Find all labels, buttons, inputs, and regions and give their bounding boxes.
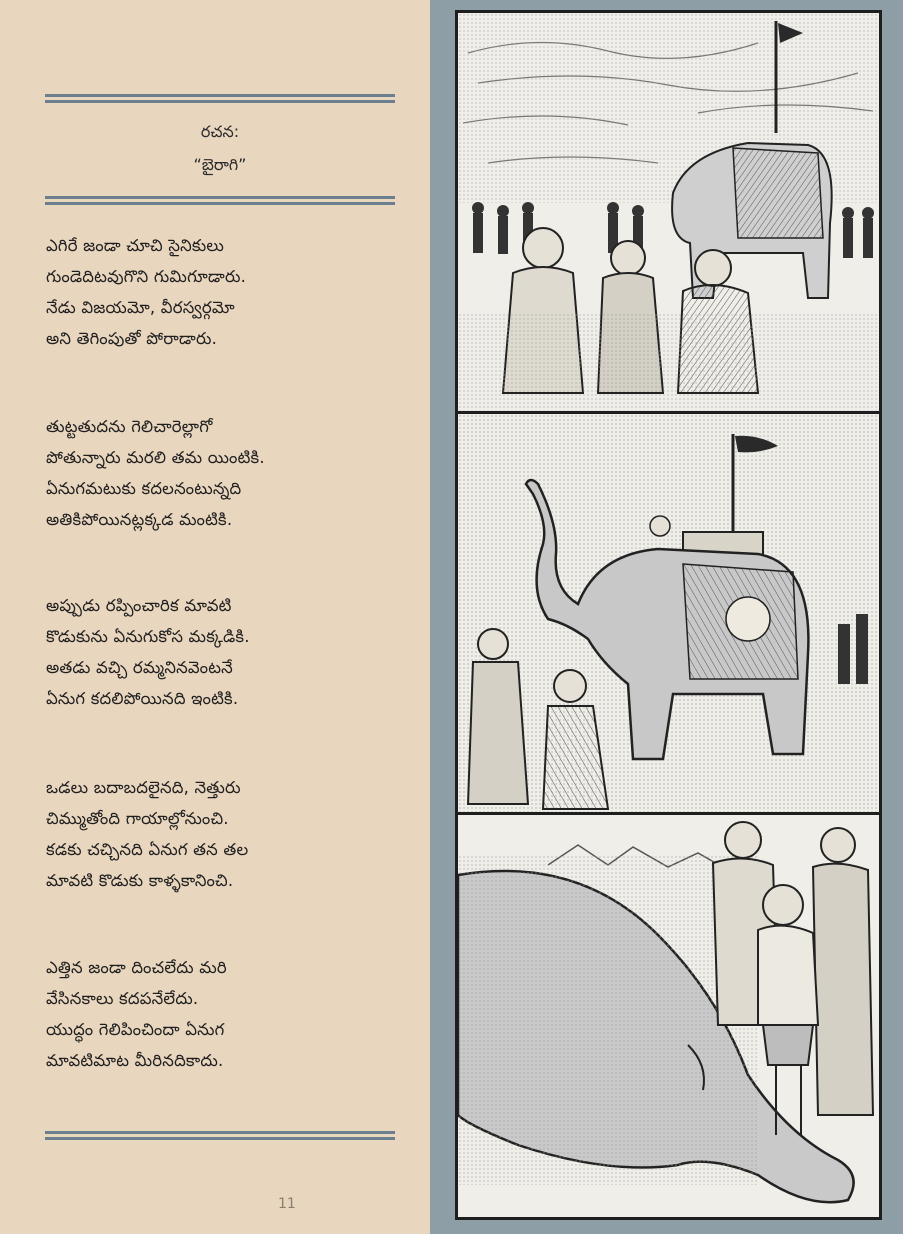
poem-line: కడకు చచ్చినది ఏనుగ తన తల: [46, 840, 249, 859]
author-name: “బైరాగి”: [193, 155, 247, 174]
poem-line: అప్పుడు రప్పించారిక మావటి: [46, 596, 232, 615]
poem-line: గుండెదిటవుగొని గుమిగూడారు.: [46, 267, 247, 286]
poem-line: ఎగిరే జండా చూచి సైనికులు: [46, 236, 225, 255]
panel-elephant-standing: [458, 13, 879, 411]
poem-line: యుద్ధం గెలిపించిందా ఏనుగ: [46, 1020, 225, 1039]
poem-line: ఎత్తిన జండా దించలేదు మరి: [46, 958, 227, 977]
poem-line: మావటి కొడుకు కాళ్ళకానించి.: [46, 871, 234, 890]
poem-line: అతడు వచ్చి రమ్మనినవెంటనే: [46, 658, 233, 677]
poem-line: పోతున్నారు మరలి తమ యింటికి.: [46, 448, 265, 467]
poem-line: నేడు విజయమో, వీరస్వర్గమో: [46, 298, 235, 317]
top-double-rule: [45, 94, 395, 103]
poem-line: అని తెగింపుతో పోరాడారు.: [46, 329, 218, 348]
poem-line: తుట్టతుదను గెలిచారెల్లాగో: [46, 417, 213, 436]
poem-line: చిమ్ముతోంది గాయాల్లోనుంచి.: [46, 809, 229, 828]
stanza-1: [46, 230, 406, 354]
poem-line: అతికిపోయినట్లక్కడ మంటికి.: [46, 510, 233, 529]
poem-line: మావటిమాట మీరినదికాదు.: [46, 1051, 224, 1070]
stanza-2: [46, 411, 406, 535]
poem-line: ఏనుగమటుకు కదలనంటున్నది: [46, 479, 242, 498]
poem-column: [0, 0, 430, 1234]
stanza-4: [46, 772, 406, 896]
poem-line: కొడుకును ఏనుగుకోస మక్కడికి.: [46, 627, 250, 646]
panel-elephant-fallen: [458, 815, 879, 1217]
panel-elephant-walking: [458, 414, 879, 812]
stanza-5: [46, 952, 406, 1076]
poem-line: వేసినకాలు కదపనేలేదు.: [46, 989, 199, 1008]
credit-label: రచన:: [200, 122, 240, 141]
header-double-rule: [45, 196, 395, 205]
stanza-3: [46, 590, 406, 714]
page-number: 11: [278, 1196, 296, 1212]
poem-line: ఒడలు బదాబదలైనది, నెత్తురు: [46, 778, 241, 797]
bottom-double-rule: [45, 1131, 395, 1140]
poem-line: ఏనుగ కదలిపోయినది ఇంటికి.: [46, 689, 239, 708]
illustration-frame: [455, 10, 882, 1220]
